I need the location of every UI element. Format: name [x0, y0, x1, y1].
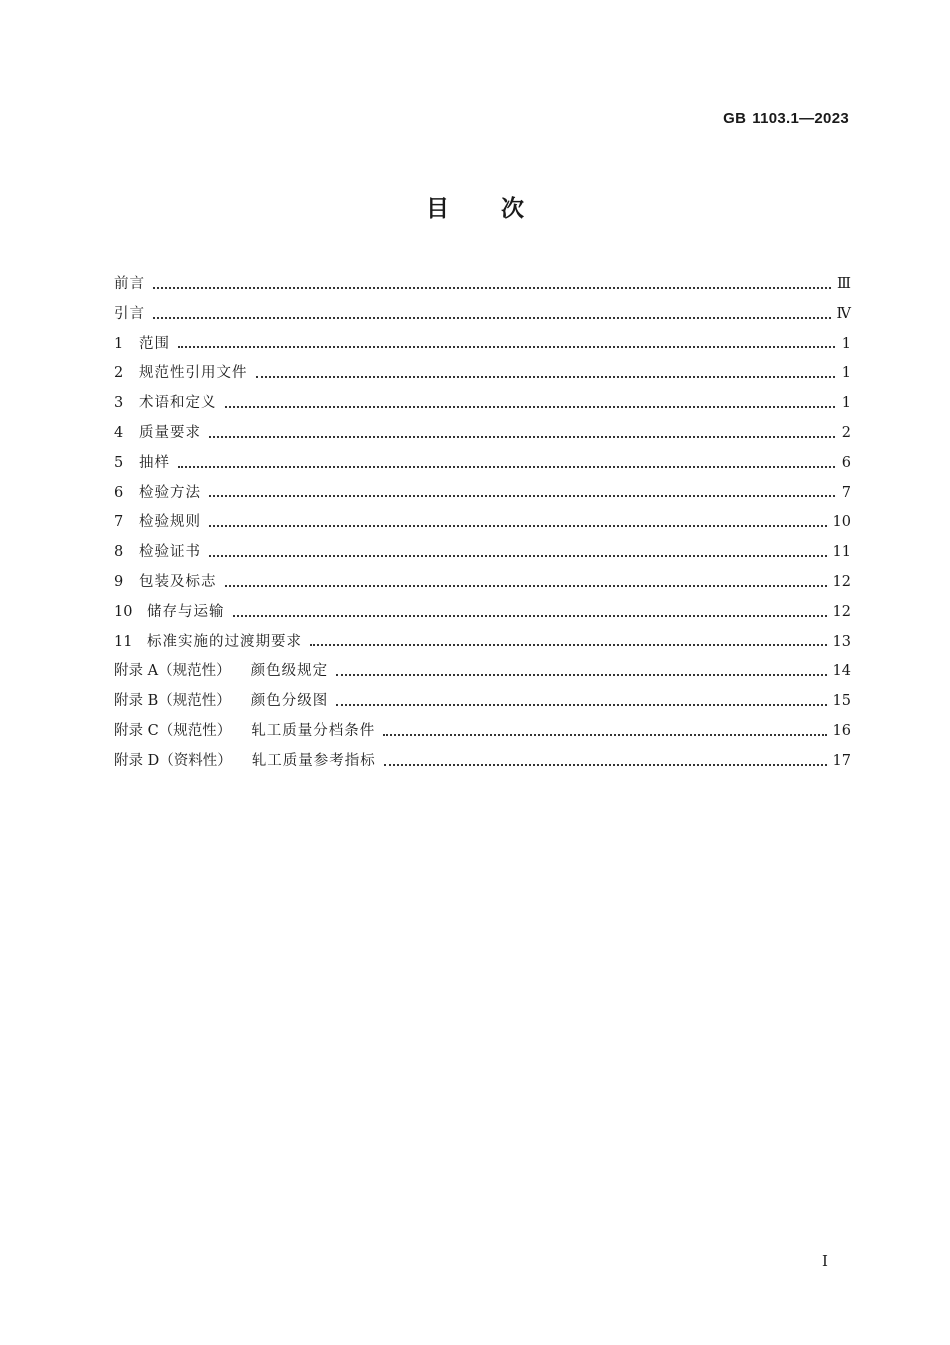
toc-entry-introduction[interactable] — [114, 300, 851, 330]
toc-entry-page: 12 — [832, 603, 851, 620]
toc-entry-label: 包装及标志 — [139, 573, 217, 590]
toc-entry-number: 附录 B（规范性） — [114, 693, 231, 710]
toc-entry-page: 6 — [841, 454, 851, 471]
toc-leader-dots — [178, 330, 835, 360]
standard-prefix: GB — [723, 110, 747, 127]
toc-leader-dots — [383, 717, 826, 747]
toc-entry-number: 9 — [114, 573, 124, 590]
toc-entry-page: 1 — [841, 395, 851, 412]
toc-entry-appendix-b[interactable] — [114, 687, 851, 717]
toc-leader-dots — [178, 449, 835, 479]
toc-entry-label: 轧工质量分档条件 — [251, 722, 376, 739]
toc-entry-8[interactable] — [114, 538, 851, 568]
toc-leader-dots — [384, 747, 827, 777]
toc-entry-10[interactable] — [114, 598, 851, 628]
toc-entry-number: 2 — [114, 365, 124, 382]
page-folio: I — [822, 1252, 828, 1270]
toc-entry-number: 11 — [114, 633, 133, 650]
toc-leader-dots — [336, 687, 826, 717]
toc-entry-11[interactable] — [114, 628, 851, 658]
toc-leader-dots — [209, 508, 827, 538]
page-title: 目次 — [426, 196, 576, 222]
standard-number: 1103.1—2023 — [752, 110, 849, 127]
toc-entry-label: 前言 — [114, 276, 145, 292]
toc-entry-number: 8 — [114, 544, 124, 561]
toc-entry-foreword[interactable] — [114, 270, 851, 300]
toc-entry-number: 7 — [114, 514, 124, 531]
toc-leader-dots — [209, 419, 835, 449]
toc-entry-page: 15 — [832, 693, 851, 710]
toc-entry-page: Ⅳ — [836, 305, 851, 322]
toc-entry-label: 检验证书 — [139, 544, 201, 561]
toc-leader-dots — [233, 598, 827, 628]
toc-entry-label: 范围 — [139, 335, 170, 352]
toc-entry-label: 抽样 — [139, 454, 170, 471]
toc-entry-page: 12 — [832, 573, 851, 590]
toc-entry-9[interactable] — [114, 568, 851, 598]
toc-leader-dots — [225, 568, 827, 598]
toc-entry-page: 13 — [832, 633, 851, 650]
toc-entry-label: 颜色级规定 — [250, 663, 329, 680]
toc-entry-label: 术语和定义 — [139, 395, 217, 412]
toc-entry-number: 3 — [114, 395, 124, 412]
toc-entry-label: 质量要求 — [139, 424, 201, 441]
toc-entry-3[interactable] — [114, 389, 851, 419]
toc-leader-dots — [209, 538, 827, 568]
toc-entry-page: 2 — [841, 424, 851, 441]
toc-entry-page: 11 — [832, 544, 851, 561]
toc-entry-number: 4 — [114, 424, 124, 441]
toc-entry-label: 颜色分级图 — [250, 693, 329, 710]
toc-entry-page: Ⅲ — [837, 276, 851, 292]
toc-entry-appendix-a[interactable] — [114, 657, 851, 687]
toc-entry-page: 1 — [841, 365, 851, 382]
toc-entry-number: 1 — [114, 335, 124, 352]
toc-entry-2[interactable] — [114, 359, 851, 389]
toc-entry-label: 检验方法 — [139, 484, 201, 501]
toc-entry-page: 1 — [841, 335, 851, 352]
toc-leader-dots — [153, 270, 831, 300]
toc-entry-number: 附录 D（资料性） — [114, 752, 232, 769]
toc-leader-dots — [225, 389, 836, 419]
toc-entry-6[interactable] — [114, 479, 851, 509]
toc-entry-number: 附录 C（规范性） — [114, 722, 232, 739]
table-of-contents — [114, 270, 851, 777]
toc-entry-page: 17 — [832, 752, 851, 769]
toc-entry-page: 16 — [832, 722, 851, 739]
toc-entry-label: 引言 — [114, 305, 145, 322]
toc-entry-label: 储存与运输 — [147, 603, 225, 620]
toc-entry-appendix-d[interactable] — [114, 747, 851, 777]
toc-entry-number: 5 — [114, 454, 124, 471]
toc-entry-4[interactable] — [114, 419, 851, 449]
toc-entry-number: 附录 A（规范性） — [114, 663, 231, 680]
toc-entry-appendix-c[interactable] — [114, 717, 851, 747]
toc-leader-dots — [310, 628, 827, 658]
toc-entry-page: 14 — [832, 663, 851, 680]
toc-leader-dots — [256, 359, 836, 389]
toc-entry-label: 检验规则 — [139, 514, 201, 531]
toc-entry-number: 10 — [114, 603, 133, 620]
toc-entry-number: 6 — [114, 484, 124, 501]
toc-entry-page: 7 — [841, 484, 851, 501]
standard-code — [723, 110, 849, 127]
toc-leader-dots — [336, 657, 826, 687]
toc-leader-dots — [153, 300, 831, 330]
toc-leader-dots — [209, 479, 835, 509]
toc-entry-1[interactable] — [114, 330, 851, 360]
toc-entry-label: 标准实施的过渡期要求 — [147, 633, 302, 650]
toc-entry-5[interactable] — [114, 449, 851, 479]
toc-entry-label: 轧工质量参考指标 — [251, 752, 376, 769]
toc-entry-label: 规范性引用文件 — [139, 365, 248, 382]
toc-entry-page: 10 — [832, 514, 851, 531]
toc-entry-7[interactable] — [114, 508, 851, 538]
